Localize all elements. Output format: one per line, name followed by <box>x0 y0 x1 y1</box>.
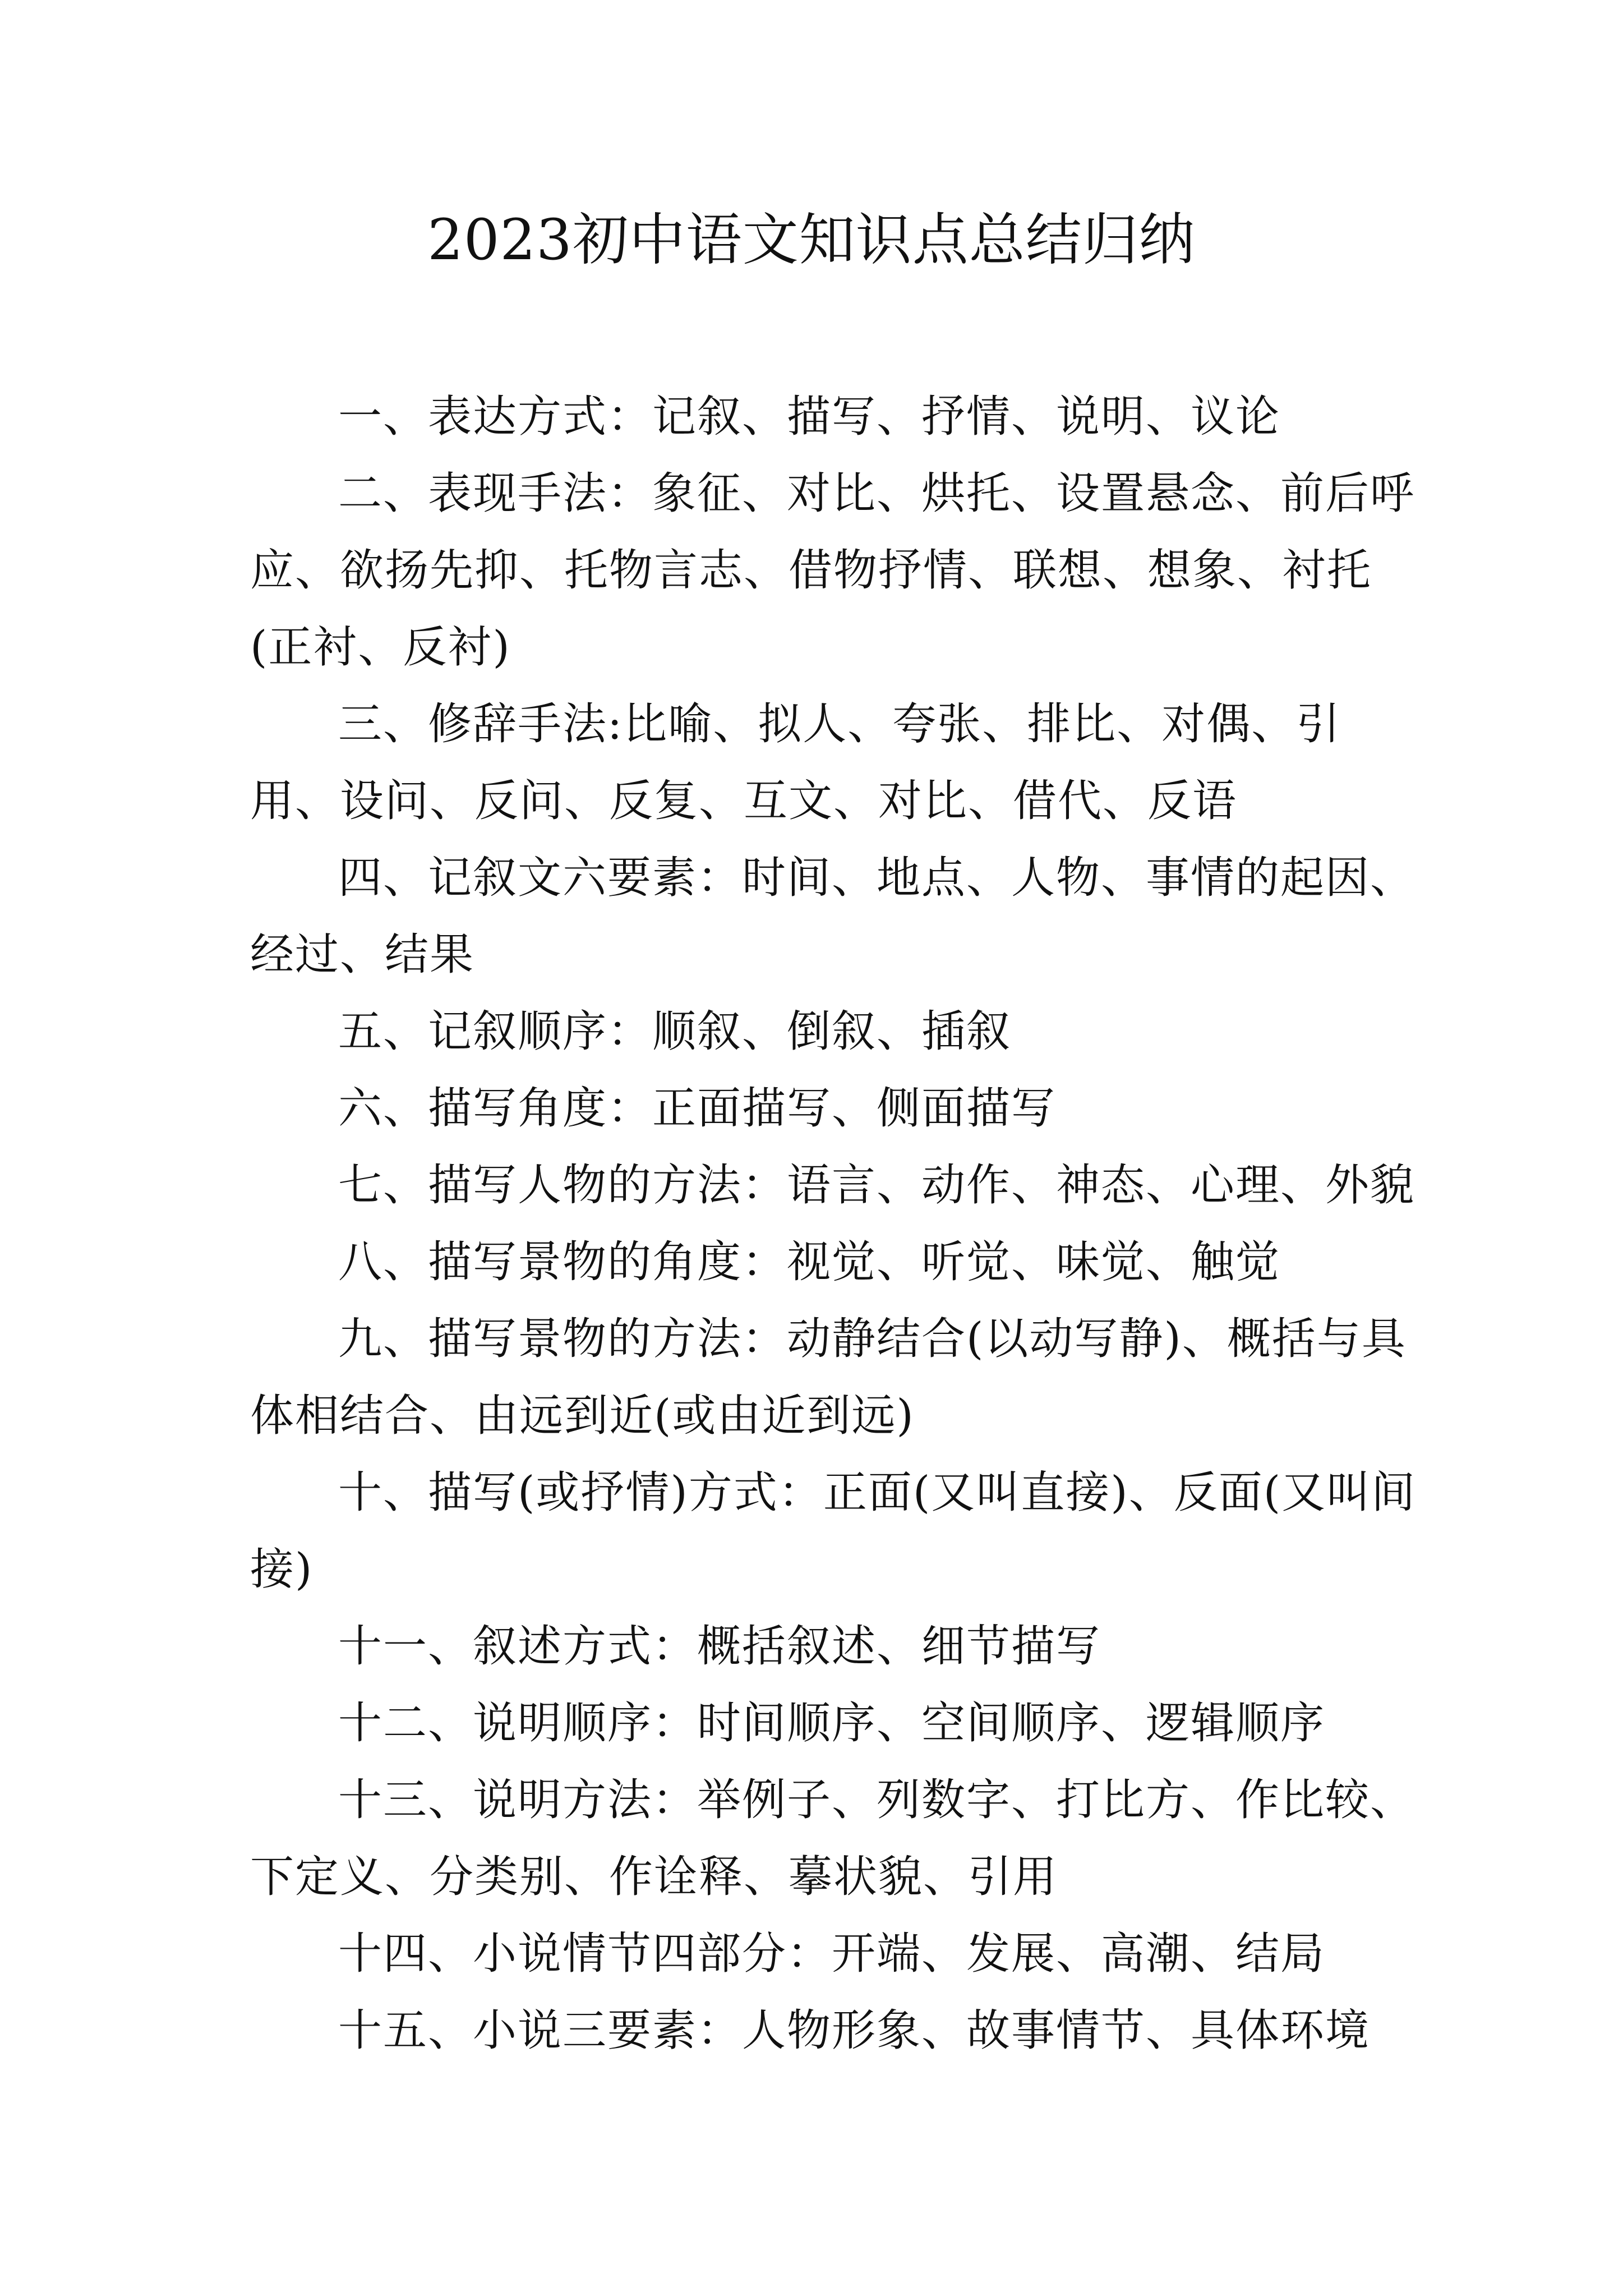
list-item: 十四、小说情节四部分：开端、发展、高潮、结局 <box>338 1929 1326 1979</box>
list-item: 二、表现手法：象征、对比、烘托、设置悬念、前后呼应、欲扬先抑、托物言志、借物抒情、联想、想象、衬托(正衬、反衬) <box>250 468 1415 673</box>
list-item: 一、表达方式：记叙、描写、抒情、说明、议论 <box>338 392 1281 442</box>
document-body <box>250 379 1428 2069</box>
list-item: 三、修辞手法:比喻、拟人、夸张、排比、对偶、引用、设问、反问、反复、互文、对比、借代、反语 <box>250 699 1341 826</box>
list-item: 十三、说明方法：举例子、列数字、打比方、作比较、下定义、分类别、作诠释、摹状貌、引用 <box>250 1775 1415 1902</box>
list-item: 十一、叙述方式：概括叙述、细节描写 <box>338 1621 1101 1672</box>
list-item: 五、记叙顺序：顺叙、倒叙、插叙 <box>338 1006 1012 1057</box>
list-item: 六、描写角度：正面描写、侧面描写 <box>338 1083 1057 1134</box>
list-item: 十二、说明顺序：时间顺序、空间顺序、逻辑顺序 <box>338 1698 1326 1749</box>
list-item: 十、描写(或抒情)方式：正面(又叫直接)、反面(又叫间接) <box>250 1467 1417 1595</box>
document-title: 2023初中语文知识点总结归纳 <box>427 207 1196 273</box>
list-item: 九、描写景物的方法：动静结合(以动写静)、概括与具体相结合、由远到近(或由近到远) <box>250 1314 1407 1441</box>
list-item: 七、描写人物的方法：语言、动作、神态、心理、外貌 <box>338 1160 1415 1211</box>
list-item: 四、记叙文六要素：时间、地点、人物、事情的起因、经过、结果 <box>250 853 1415 980</box>
list-item: 十五、小说三要素：人物形象、故事情节、具体环境 <box>338 2005 1371 2056</box>
list-item: 八、描写景物的角度：视觉、听觉、味觉、触觉 <box>338 1237 1281 1287</box>
